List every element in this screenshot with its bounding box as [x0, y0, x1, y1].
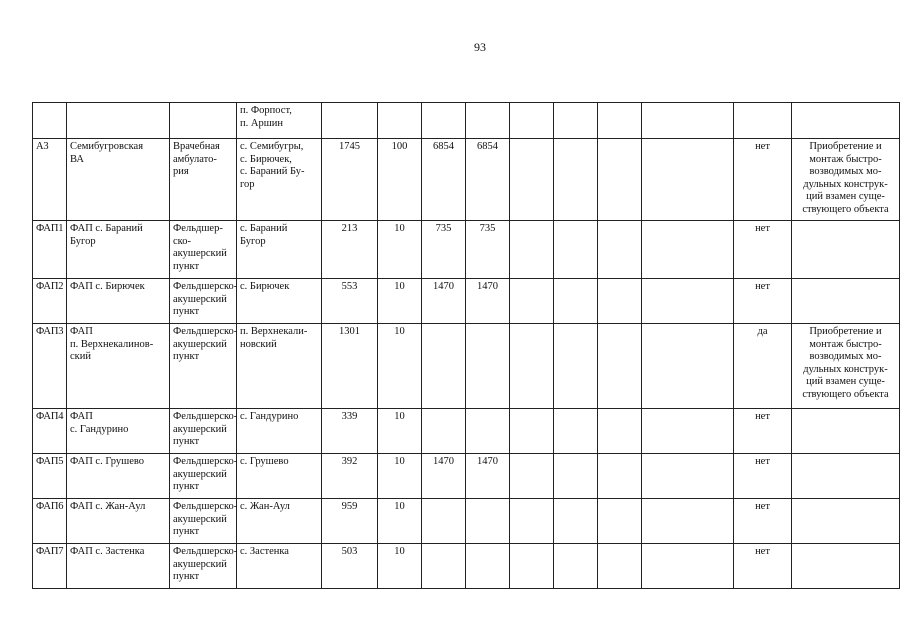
radius-cell: 10 — [378, 221, 422, 279]
area1-cell: 1470 — [422, 279, 466, 324]
empty-cell — [510, 279, 554, 324]
population-cell: 339 — [322, 409, 378, 454]
area2-cell — [466, 544, 510, 589]
code-cell: ФАП6 — [33, 499, 67, 544]
empty-cell — [510, 409, 554, 454]
area1-cell: 1470 — [422, 454, 466, 499]
population-cell: 553 — [322, 279, 378, 324]
empty-cell — [554, 139, 598, 221]
type-cell: Фельдшерско- акушерский пункт — [170, 324, 237, 409]
page-number: 93 — [474, 40, 486, 54]
empty-cell — [554, 221, 598, 279]
radius-cell: 10 — [378, 544, 422, 589]
type-cell: Врачебная амбулато- рия — [170, 139, 237, 221]
settlements-cell: с. Семибугры, с. Бирючек, с. Бараний Бу- гор — [237, 139, 322, 221]
empty-cell — [598, 279, 642, 324]
empty-cell — [554, 103, 598, 139]
empty-cell — [642, 499, 734, 544]
empty-cell — [554, 499, 598, 544]
type-cell: Фельдшерско- акушерский пункт — [170, 454, 237, 499]
note-cell — [792, 221, 900, 279]
note-cell — [792, 499, 900, 544]
name-cell: Семибугровская ВА — [67, 139, 170, 221]
area1-cell: 735 — [422, 221, 466, 279]
area1-cell: 6854 — [422, 139, 466, 221]
empty-cell — [642, 279, 734, 324]
population-cell: 1745 — [322, 139, 378, 221]
decision-cell: да — [734, 324, 792, 409]
empty-cell — [554, 279, 598, 324]
area2-cell: 1470 — [466, 454, 510, 499]
decision-cell: нет — [734, 409, 792, 454]
radius-cell: 10 — [378, 324, 422, 409]
empty-cell — [510, 324, 554, 409]
note-cell: Приобретение и монтаж быстро- возводимых мо- дульных конструк- ций взамен суще- ствующего объекта — [792, 139, 900, 221]
empty-cell — [642, 409, 734, 454]
settlements-cell: с. Застенка — [237, 544, 322, 589]
area1-cell — [422, 544, 466, 589]
population-cell — [322, 103, 378, 139]
area2-cell — [466, 499, 510, 544]
decision-cell: нет — [734, 279, 792, 324]
empty-cell — [598, 499, 642, 544]
table-row — [33, 499, 900, 544]
settlements-cell: с. Бараний Бугор — [237, 221, 322, 279]
population-cell: 959 — [322, 499, 378, 544]
name-cell — [67, 103, 170, 139]
radius-cell — [378, 103, 422, 139]
radius-cell: 10 — [378, 499, 422, 544]
table-row — [33, 454, 900, 499]
empty-cell — [510, 139, 554, 221]
table-row — [33, 103, 900, 139]
empty-cell — [642, 103, 734, 139]
name-cell: ФАП с. Жан-Аул — [67, 499, 170, 544]
population-cell: 1301 — [322, 324, 378, 409]
radius-cell: 10 — [378, 454, 422, 499]
empty-cell — [510, 544, 554, 589]
population-cell: 392 — [322, 454, 378, 499]
code-cell: ФАП4 — [33, 409, 67, 454]
table-row — [33, 279, 900, 324]
decision-cell: нет — [734, 139, 792, 221]
area1-cell — [422, 409, 466, 454]
decision-cell: нет — [734, 544, 792, 589]
note-cell: Приобретение и монтаж быстро- возводимых мо- дульных конструк- ций взамен суще- ствующего объекта — [792, 324, 900, 409]
area1-cell — [422, 499, 466, 544]
decision-cell: нет — [734, 499, 792, 544]
empty-cell — [554, 409, 598, 454]
population-cell: 213 — [322, 221, 378, 279]
type-cell — [170, 103, 237, 139]
empty-cell — [554, 324, 598, 409]
area1-cell — [422, 324, 466, 409]
type-cell: Фельдшерско- акушерский пункт — [170, 409, 237, 454]
empty-cell — [554, 454, 598, 499]
settlements-cell: с. Жан-Аул — [237, 499, 322, 544]
code-cell: ФАП1 — [33, 221, 67, 279]
decision-cell: нет — [734, 221, 792, 279]
empty-cell — [598, 103, 642, 139]
area2-cell: 1470 — [466, 279, 510, 324]
area1-cell — [422, 103, 466, 139]
settlements-cell: с. Гандурино — [237, 409, 322, 454]
table-row — [33, 221, 900, 279]
empty-cell — [642, 454, 734, 499]
code-cell: ФАП7 — [33, 544, 67, 589]
decision-cell — [734, 103, 792, 139]
table-row — [33, 324, 900, 409]
area2-cell — [466, 103, 510, 139]
type-cell: Фельдшер- ско- акушерский пункт — [170, 221, 237, 279]
note-cell — [792, 103, 900, 139]
table-row — [33, 139, 900, 221]
note-cell — [792, 544, 900, 589]
empty-cell — [510, 221, 554, 279]
decision-cell: нет — [734, 454, 792, 499]
type-cell: Фельдшерско- акушерский пункт — [170, 544, 237, 589]
area2-cell — [466, 409, 510, 454]
empty-cell — [510, 499, 554, 544]
empty-cell — [510, 454, 554, 499]
empty-cell — [598, 454, 642, 499]
name-cell: ФАП с. Грушево — [67, 454, 170, 499]
empty-cell — [554, 544, 598, 589]
radius-cell: 10 — [378, 409, 422, 454]
radius-cell: 10 — [378, 279, 422, 324]
note-cell — [792, 279, 900, 324]
code-cell: ФАП5 — [33, 454, 67, 499]
empty-cell — [598, 409, 642, 454]
radius-cell: 100 — [378, 139, 422, 221]
population-cell: 503 — [322, 544, 378, 589]
empty-cell — [598, 544, 642, 589]
settlements-cell: с. Грушево — [237, 454, 322, 499]
area2-cell: 735 — [466, 221, 510, 279]
table-row — [33, 544, 900, 589]
empty-cell — [598, 324, 642, 409]
type-cell: Фельдшерско- акушерский пункт — [170, 279, 237, 324]
settlements-cell: п. Верхнекали- новский — [237, 324, 322, 409]
settlements-cell: с. Бирючек — [237, 279, 322, 324]
empty-cell — [642, 221, 734, 279]
area2-cell — [466, 324, 510, 409]
empty-cell — [510, 103, 554, 139]
note-cell — [792, 409, 900, 454]
area2-cell: 6854 — [466, 139, 510, 221]
name-cell: ФАП с. Гандурино — [67, 409, 170, 454]
name-cell: ФАП с. Бирючек — [67, 279, 170, 324]
empty-cell — [598, 139, 642, 221]
type-cell: Фельдшерско- акушерский пункт — [170, 499, 237, 544]
facilities-table — [32, 102, 900, 589]
code-cell: А3 — [33, 139, 67, 221]
note-cell — [792, 454, 900, 499]
name-cell: ФАП с. Бараний Бугор — [67, 221, 170, 279]
empty-cell — [642, 139, 734, 221]
code-cell: ФАП2 — [33, 279, 67, 324]
code-cell — [33, 103, 67, 139]
table-row — [33, 409, 900, 454]
name-cell: ФАП п. Верхнекалинов- ский — [67, 324, 170, 409]
code-cell: ФАП3 — [33, 324, 67, 409]
settlements-cell: п. Форпост, п. Аршин — [237, 103, 322, 139]
name-cell: ФАП с. Застенка — [67, 544, 170, 589]
empty-cell — [642, 324, 734, 409]
empty-cell — [598, 221, 642, 279]
empty-cell — [642, 544, 734, 589]
